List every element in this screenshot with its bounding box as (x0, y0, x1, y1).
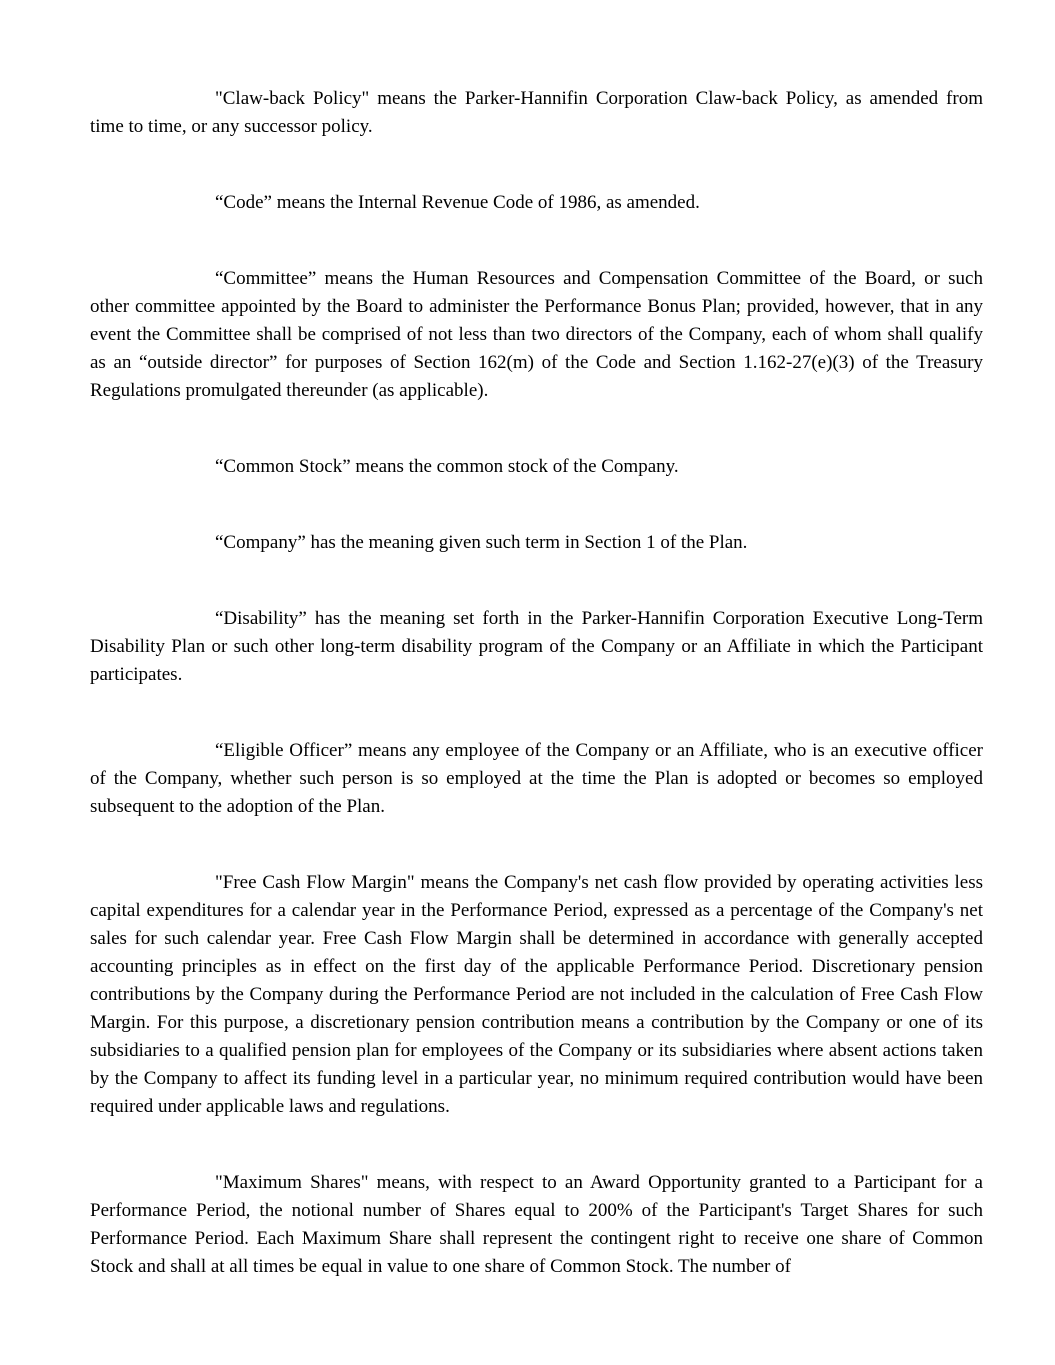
definition-maximum-shares: "Maximum Shares" means, with respect to an Award Opportunity granted to a Participant for a Performance Period, the notional number of Shares equal to 200% of the Participant's Target Shares for such Performance Period. Each Maximum Share shall represent the contingent right to receive one share of Common Stock and shall at all times be equal in value to one share of Common Stock. The number of (90, 1172, 983, 1277)
definition-common-stock: “Common Stock” means the common stock of the Company. (215, 456, 679, 477)
definition-free-cash-flow-margin: "Free Cash Flow Margin" means the Company's net cash flow provided by operating activities less capital expenditures for a calendar year in the Performance Period, expressed as a percentage of the Company's net sales for such calendar year. Free Cash Flow Margin shall be determined in accordance with generally accepted accounting principles as in effect on the first day of the applicable Performance Period. Discretionary pension contributions by the Company during the Performance Period are not included in the calculation of Free Cash Flow Margin. For this purpose, a discretionary pension contribution means a contribution by the Company or one of its subsidiaries to a qualified pension plan for employees of the Company or its subsidiaries where absent actions taken by the Company to affect its funding level in a particular year, no minimum required contribution would have been required under applicable laws and regulations. (90, 872, 983, 1117)
definition-eligible-officer: “Eligible Officer” means any employee of the Company or an Affiliate, who is an executive officer of the Company, whether such person is so employed at the time the Plan is adopted or becomes so employed subsequent to the adoption of the Plan. (90, 740, 983, 817)
definition-code: “Code” means the Internal Revenue Code of 1986, as amended. (215, 192, 700, 213)
definition-disability: “Disability” has the meaning set forth in the Parker-Hannifin Corporation Executive Long-Term Disability Plan or such other long-term disability program of the Company or an Affiliate in which the Participant participates. (90, 608, 983, 685)
definition-committee: “Committee” means the Human Resources and Compensation Committee of the Board, or such other committee appointed by the Board to administer the Performance Bonus Plan; provided, however, that in any event the Committee shall be comprised of not less than two directors of the Company, each of whom shall qualify as an “outside director” for purposes of Section 162(m) of the Code and Section 1.162-27(e)(3) of the Treasury Regulations promulgated thereunder (as applicable). (90, 268, 983, 401)
definition-clawback-policy: "Claw-back Policy" means the Parker-Hannifin Corporation Claw-back Policy, as amended from time to time, or any successor policy. (90, 88, 983, 137)
definition-company: “Company” has the meaning given such term in Section 1 of the Plan. (215, 532, 748, 553)
